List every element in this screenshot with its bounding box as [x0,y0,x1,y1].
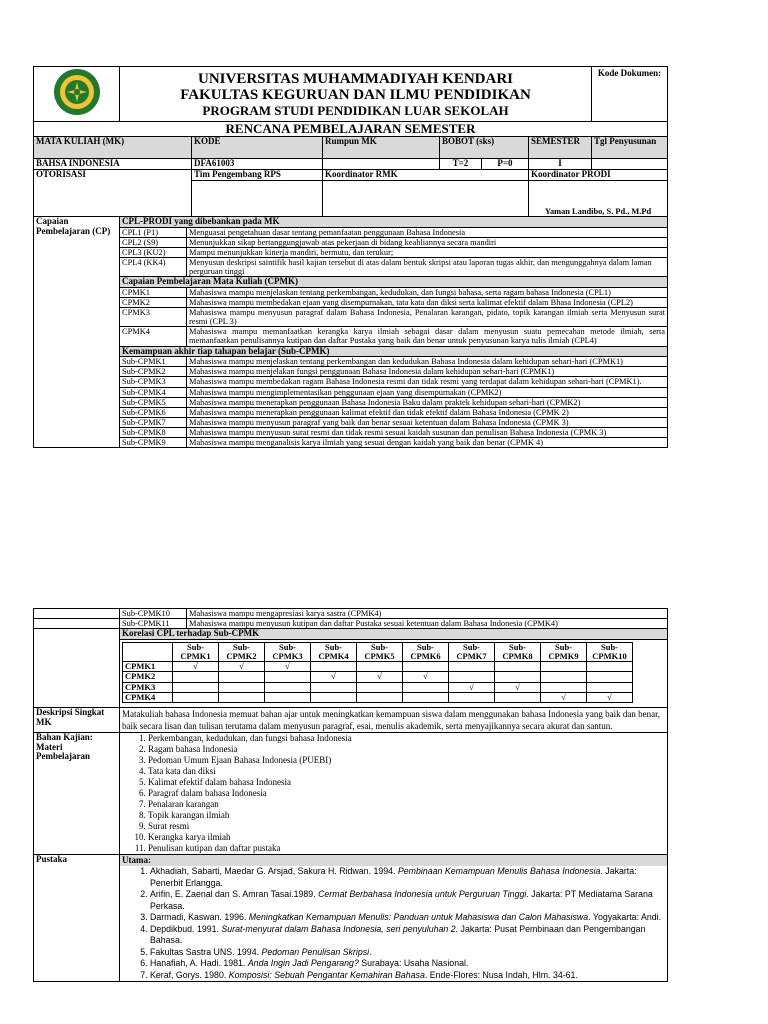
page-2 [33,608,667,982]
blank-label [34,629,120,708]
cpmk-row-text: Mahasiswa mampu menyusun paragraf dalam Bahasa Indonesia, Penalaran karangan, pidato, topik karangan ilmiah serta Menyusun surat resmi (CPL 3) [187,308,668,327]
course-name: BAHSA INDONESIA [34,159,192,170]
pustaka-author: Depdikbud. 1991. [150,923,222,934]
sub-cpmk-row-text: Mahasiswa mampu menyusun paragraf yang baik dan benar sesuai ketentuan dalam Bahasa Indonesia (CPMK 3) [187,417,668,427]
program-name: PROGRAM STUDI PENDIDIKAN LUAR SEKOLAH [202,102,509,118]
korelasi-check: √ [403,672,449,682]
cp-row [34,397,668,407]
bahan-item: 3. Pedoman Umum Ejaan Bahasa Indonesia (PUEBI) [148,755,665,766]
sub-cpmk-row [34,609,668,619]
cp-row [34,238,668,248]
pustaka-item [150,924,667,947]
korelasi-check [541,662,587,672]
korelasi-check: √ [173,662,219,672]
cp-row [34,437,668,447]
bahan-list-cell [120,732,668,854]
korelasi-col-header [265,642,311,661]
header-title-cell [120,67,592,122]
cp-row [34,227,668,237]
korelasi-header [123,642,633,661]
page-1 [33,66,667,448]
sub-cpmk-row-text: Mahasiswa mampu membedakan ragam Bahasa Indonesia resmi dan tidak resmi yang terdapat dalam kehidupan sehari-hari (CPMK1). [187,377,668,387]
bahan-item: 10. Kerangka karya ilmiah [148,832,665,843]
korelasi-check [587,672,633,682]
pustaka-row [34,854,668,982]
pustaka-author: Hanafiah, A. Hadi. 1981. [150,958,248,969]
bahan-list [122,733,665,854]
cp-row [34,308,668,327]
pustaka-title: Cermat Berbahasa Indonesia untuk Perguruan Tinggi [318,889,527,900]
korelasi-col-header [541,642,587,661]
korelasi-check [587,662,633,672]
sub-cpmk-row-text: Mahasiswa mampu menyusun kutipan dan daftar Pustaka sesuai ketentuan dalam Bahasa Indonesia (CPMK4) [187,619,668,629]
korelasi-table [122,642,633,703]
col-header-bottom: CPMK9 [548,651,579,662]
korelasi-col-header [219,642,265,661]
pustaka-item [150,947,667,959]
korelasi-check [219,692,265,702]
cp-row [34,298,668,308]
pustaka-author: Akhadiah, Sabarti, Maedar G. Arsjad, Sakura H. Ridwan. 1994. [150,866,398,877]
col-header-top: Sub- [370,642,388,652]
pustaka-title: Komposisi: Sebuah Pengantar Kemahiran Bahasa [228,969,425,980]
pustaka-title: Pembinaan Kemampuan Menulis Bahasa Indonesia [397,866,601,877]
korelasi-row-label: CPMK2 [123,672,173,682]
korelasi-corner [123,642,173,661]
cpl-row-text: Menguasai pengetahuan dasar tentang pemanfaatan penggunaan Bahasa Indonesia [187,227,668,237]
korelasi-row-label: CPMK1 [123,662,173,672]
korelasi-head-row [34,629,668,640]
korelasi-check [541,672,587,682]
cpmk-row-code: CPMK4 [120,327,187,346]
cp-row [34,277,668,288]
korelasi-check: √ [357,672,403,682]
korelasi-check [173,692,219,702]
korelasi-col-header [311,642,357,661]
korelasi-col-header [357,642,403,661]
course-code: DFA61003 [192,159,323,170]
cpl-row-text: Menyusun deskripsi saintifik hasil kajian tersebut di atas dalam bentuk skripsi atau laporan tugas akhir, dan mengunggahnya dalam laman perguruan tinggi [187,258,668,277]
korelasi-row-label: CPMK4 [123,692,173,702]
col-header-top: Sub- [324,642,342,652]
sub-cpmk-row-text: Mahasiswa mampu menganalisis karya ilmiah yang sesuai dengan kaidah yang baik dan benar (CPMK 4) [187,437,668,447]
rps-header-table [33,66,668,217]
korelasi-row [123,672,633,682]
sub-cpmk-row-text: Mahasiswa mampu menjelakan fungsi penggunaan Bahasa Indonesia dalam kehidupan sehari-hari (CPMK1) [187,367,668,377]
korelasi-check: √ [495,682,541,692]
cp-row [34,327,668,346]
korelasi-check [495,672,541,682]
korelasi-col-header [403,642,449,661]
col-header-bottom: CPMK3 [272,651,303,662]
pustaka-item [150,970,667,982]
korelasi-check [311,662,357,672]
sub-cpmk-row-text: Mahasiswa mampu menerapkan penggunaan kalimat efektif dan tidak efektif dalam Bahasa Indonesia (CPMK 2) [187,407,668,417]
cp-section-heading: Capaian Pembelajaran Mata Kuliah (CPMK) [120,277,668,288]
cp-table [33,216,668,448]
bahan-item: 1. Perkembangan, kedudukan, dan fungsi bahasa Indonesia [148,733,665,744]
pustaka-author: Keraf, Gorys. 1980. [150,969,229,980]
cp-row [34,346,668,357]
col-header-top: Sub- [600,642,618,652]
pustaka-list [120,866,667,981]
korelasi-row [123,682,633,692]
col-rumpun: Rumpun MK [323,137,440,159]
cp-row [34,417,668,427]
col-semester: SEMESTER [529,137,592,159]
korelasi-row [123,692,633,702]
korelasi-check [173,672,219,682]
faculty-name: FAKULTAS KEGURUAN DAN ILMU PENDIDIKAN [180,86,531,103]
korelasi-check [403,682,449,692]
korelasi-matrix-cell [120,639,668,707]
pustaka-title: Meningkatkan Kemampuan Menulis: Panduan untuk Mahasiswa dan Calon Mahasiswa [248,912,589,923]
korelasi-check [357,662,403,672]
cp-row [34,248,668,258]
cpmk-row-text: Mahasiswa mampu membedakan ejaan yang disempurnakan, tata kata dan diksi serta kalimat efektif dalam Bhasa Indonesia (CPL2) [187,298,668,308]
col-header-top: Sub- [554,642,572,652]
korelasi-check: √ [219,662,265,672]
rps-title: RENCANA PEMBELAJARAN SEMESTER [34,122,668,137]
bahan-item: 11. Penulisan kutipan dan daftar pustaka [148,843,665,854]
cp-row [34,288,668,298]
korelasi-check [449,662,495,672]
pustaka-item [150,866,667,889]
cp-row [34,387,668,397]
cpl-row-code: CPL1 (P1) [120,227,187,237]
sub-cpmk-row-code: Sub-CPMK6 [120,407,187,417]
cpl-row-text: Menunjukkan sikap bertanggungjawab atas pekerjaan di bidang keahliannya secara mandiri [187,238,668,248]
kode-dokumen: Kode Dokumen: [592,67,668,122]
sub-cpmk-row-text: Mahasiswa mampu mengapresiasi karya sastra (CPMK4) [187,609,668,619]
cp-row [34,357,668,367]
cpl-row-code: CPL3 (KU2) [120,248,187,258]
sub-cpmk-row-text: Mahasiswa mampu mengimplementasikan penggunaan ejaan yang disempurnakan (CPMK2) [187,387,668,397]
tim-pengembang: Tim Pengembang RPS [192,170,323,181]
korelasi-heading: Korelasi CPL terhadap Sub-CPMK [120,629,668,640]
cpl-row-code: CPL2 (S9) [120,238,187,248]
cpl-row-code: CPL4 (KK4) [120,258,187,277]
korelasi-check: √ [311,672,357,682]
korelasi-check [265,682,311,692]
page2-table [33,608,668,982]
pustaka-utama: Utama: [120,855,667,867]
bahan-item: 7. Penalaran karangan [148,799,665,810]
col-header-top: Sub- [416,642,434,652]
pustaka-title: Pedoman Penulisan Skripsi [261,946,370,957]
cpmk-row-text: Mahasiswa mampu memanfaatkan kerangka karya ilmiah sebagai dasar dalam menyusun suatu pemecahan metode ilmiah, serta memanfaatkan penulisannya kutipan dan daftar Pustaka yang baik dan benar untuk penyusunan karya tulis ilmiah (CPL4) [187,327,668,346]
korelasi-check [403,692,449,702]
korelasi-col-header [449,642,495,661]
cpmk-row-text: Mahasiswa mampu menjelaskan tentang perkembangan, kedudukan, dan fungsi bahasa, serta ragam bahasa Indonesia (CPL1) [187,288,668,298]
korelasi-col-header [173,642,219,661]
col-tgl: Tgl Penyusunan [592,137,668,159]
bahan-row [34,732,668,854]
blank-label [34,619,120,629]
bahan-item: 2. Ragam bahasa Indonesia [148,744,665,755]
korelasi-check [265,692,311,702]
korelasi-check: √ [541,692,587,702]
col-header-bottom: CPMK10 [592,651,627,662]
otorisasi-label: OTORISASI [34,170,192,217]
deskripsi-text: Matakuliah bahasa Indonesia memuat bahan ajar untuk meningkatkan kemampuan siswa dalam menggunakan bahasa Indonesia yang baik dan benar, baik secara lisan dan tulisan terutama dalam menyusun paragraf, esai, menulis akademik, serta menyajikannya secara akurat dan santun. [120,707,668,732]
bahan-item: 8. Topik karangan ilmiah [148,810,665,821]
korelasi-check [449,692,495,702]
deskripsi-label: Deskripsi Singkat MK [34,707,120,732]
logo-cell [34,67,120,122]
sub-cpmk-row-code: Sub-CPMK10 [120,609,187,619]
bahan-item: 5. Kalimat efektif dalam bahasa Indonesia [148,777,665,788]
korelasi-check [495,692,541,702]
sub-cpmk-row-code: Sub-CPMK9 [120,437,187,447]
cp-row [34,377,668,387]
korelasi-check [541,682,587,692]
pustaka-publisher: . Jakarta: Pusat Pembinaan dan Pengembangan Bahasa. [150,923,646,946]
sub-cpmk-row-text: Mahasiswa mampu menerapkan penggunaan Bahasa Indonesia Baku dalam praktek kehidupan sehari-hari (CPMK2) [187,397,668,407]
col-header-top: Sub- [462,642,480,652]
university-logo-icon [52,67,102,117]
pustaka-author: Darmadi, Kaswan. 1996. [150,912,249,923]
korelasi-check: √ [265,662,311,672]
pustaka-author: Arifin, E. Zaenal dan S. Amran Tasai.1989. [150,889,319,900]
cpl-row-text: Mampu menunjukkan kinerja mandiri, bermutu, dan terukur; [187,248,668,258]
sub-cpmk-row-code: Sub-CPMK1 [120,357,187,367]
sub-cpmk-row-text: Mahasiswa mampu menjelaskan tentang perkembangan dan kedudukan Bahasa Indonesia dalam kehidupan sehari-hari (CPMK1) [187,357,668,367]
bahan-item: 4. Tata kata dan diksi [148,766,665,777]
sub-cpmk-row-code: Sub-CPMK4 [120,387,187,397]
cpmk-row-code: CPMK1 [120,288,187,298]
pustaka-publisher: . Jakarta: PT Mediatama Sarana Perkasa. [150,889,653,911]
sub-cpmk-row-text: Mahasiswa mampu menyusun surat resmi dan tidak resmi sesuai kaidah susunan dan penulisan Bahasa Indonesia (CPMK 3) [187,427,668,437]
course-p: P=0 [482,159,529,170]
cpmk-row-code: CPMK3 [120,308,187,327]
korelasi-check [357,692,403,702]
sub-cpmk-row-code: Sub-CPMK2 [120,367,187,377]
korelasi-check [357,682,403,692]
col-header-top: Sub- [508,642,526,652]
col-bobot: BOBOT (sks) [440,137,529,159]
col-header-bottom: CPMK1 [180,651,211,662]
cp-section-heading: Kemampuan akhir tiap tahapan belajar (Sub-CPMK) [120,346,668,357]
korelasi-col-header [587,642,633,661]
sub-cpmk-row-code: Sub-CPMK11 [120,619,187,629]
korelasi-check [265,672,311,682]
cp-label: Capaian Pembelajaran (CP) [34,217,120,448]
korelasi-check: √ [587,692,633,702]
pustaka-item [150,912,667,924]
university-name: UNIVERSITAS MUHAMMADIYAH KENDARI [197,70,514,87]
pustaka-publisher: . Yogyakarta: Andi. [588,912,662,923]
bahan-label: Bahan Kajian: Materi Pembelajaran [34,732,120,854]
bahan-item: 6. Paragraf dalam bahasa Indonesia [148,788,665,799]
korelasi-check [495,662,541,672]
pustaka-publisher: . Ende-Flores: Nusa Indah, Hlm. 34-61. [424,969,578,980]
korelasi-row-label: CPMK3 [123,682,173,692]
korelasi-check: √ [449,682,495,692]
pustaka-label: Pustaka [34,854,120,982]
korelasi-check [219,672,265,682]
pustaka-item [150,889,667,912]
rmk-sign [323,181,529,217]
col-header-bottom: CPMK8 [502,651,533,662]
tim-sign [192,181,323,217]
sub-cpmk-row-code: Sub-CPMK5 [120,397,187,407]
sub-cpmk-row-code: Sub-CPMK7 [120,417,187,427]
korelasi-check [587,682,633,692]
prodi-sign-name: Yaman Landibo, S. Pd., M.Pd [529,181,668,217]
deskripsi-row [34,707,668,732]
korelasi-check [219,682,265,692]
korelasi-check [449,672,495,682]
pustaka-publisher: . Jakarta: Penerbit Erlangga. [150,866,637,888]
cp-row [34,407,668,417]
pustaka-publisher: . [369,946,372,957]
korelasi-matrix-row [34,639,668,707]
blank-label [34,609,120,619]
col-header-bottom: CPMK6 [410,651,441,662]
cp-section-heading: CPL-PRODI yang dibebankan pada MK [120,217,668,228]
col-header-bottom: CPMK5 [364,651,395,662]
koordinator-rmk: Koordinator RMK [323,170,529,181]
korelasi-check [311,682,357,692]
cpmk-row-code: CPMK2 [120,298,187,308]
cp-row [34,427,668,437]
pustaka-publisher: Surabaya: Usaha Nasional. [358,958,469,969]
col-header-bottom: CPMK4 [318,651,349,662]
bahan-item: 9. Surat resmi [148,821,665,832]
korelasi-check [403,662,449,672]
course-tgl [592,159,668,170]
col-header-bottom: CPMK7 [456,651,487,662]
pustaka-item [150,958,667,970]
col-header-top: Sub- [232,642,250,652]
korelasi-check [311,692,357,702]
pustaka-title: Anda Ingin Jadi Pengarang? [247,958,359,969]
cp-row [34,258,668,277]
korelasi-row [123,662,633,672]
col-header-top: Sub- [186,642,204,652]
sub-cpmk-row [34,619,668,629]
pustaka-cell [120,854,668,982]
cp-row [34,367,668,377]
sub-cpmk-row-code: Sub-CPMK8 [120,427,187,437]
course-t: T=2 [440,159,482,170]
pustaka-author: Fakultas Sastra UNS. 1994. [150,946,262,957]
col-header-bottom: CPMK2 [226,651,257,662]
col-mata-kuliah: MATA KULIAH (MK) [34,137,192,159]
sub-cpmk-row-code: Sub-CPMK3 [120,377,187,387]
col-header-top: Sub- [278,642,296,652]
cp-row [34,217,668,228]
col-kode: KODE [192,137,323,159]
korelasi-check [173,682,219,692]
koordinator-prodi: Koordinator PRODI [529,170,668,181]
pustaka-title: Surat-menyurat dalam Bahasa Indonesia, seri penyuluhan 2 [221,923,456,934]
course-semester: I [529,159,592,170]
korelasi-col-header [495,642,541,661]
course-rumpun [323,159,440,170]
